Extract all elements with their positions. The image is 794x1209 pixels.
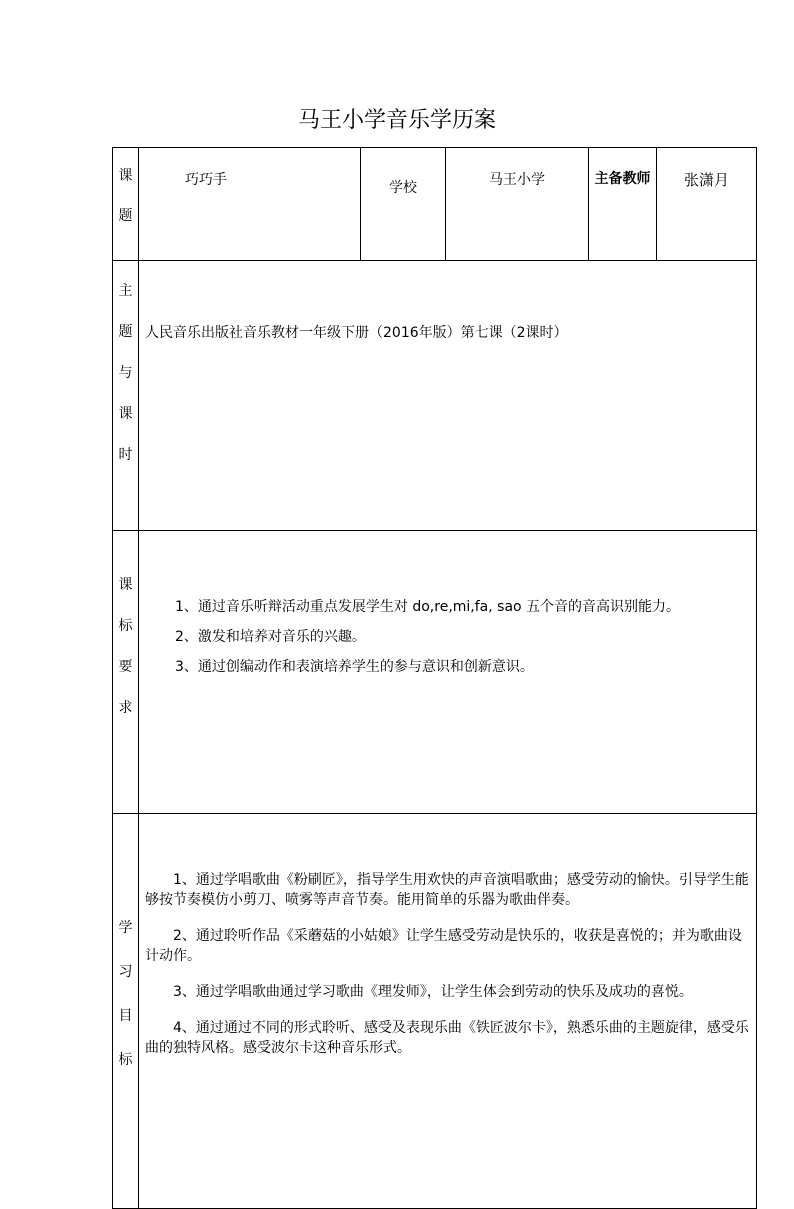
theme-label xyxy=(113,261,139,531)
standard-item: 2、激发和培养对音乐的兴趣。 xyxy=(175,629,366,645)
theme-row xyxy=(113,261,757,531)
goals-label-char: 目 xyxy=(118,1008,133,1024)
theme-content: 人民音乐出版社音乐教材一年级下册（2016年版）第七课（2课时） xyxy=(139,261,757,531)
theme-label-char: 题 xyxy=(118,324,133,340)
standard-label-char: 要 xyxy=(118,659,133,675)
goal-item: 2、通过聆听作品《采蘑菇的小姑娘》让学生感受劳动是快乐的，收获是喜悦的；并为歌曲设计动作。 xyxy=(145,928,742,964)
goal-item: 1、通过学唱歌曲《粉刷匠》，指导学生用欢快的声音演唱歌曲；感受劳动的愉快。引导学生能够按节奏模仿小剪刀、喷雾等声音节奏。能用简单的乐器为歌曲伴奏。 xyxy=(145,872,749,908)
theme-label-char: 时 xyxy=(118,447,133,463)
teacher-value: 张潇月 xyxy=(657,148,757,261)
goals-label-char: 习 xyxy=(118,964,133,980)
theme-label-char: 课 xyxy=(118,406,133,422)
topic-label-char: 课 xyxy=(118,168,133,184)
theme-label-char: 主 xyxy=(118,283,133,299)
standard-item: 1、通过音乐听辩活动重点发展学生对 do,re,mi,fa, sao 五个音的音高识别能力。 xyxy=(175,599,681,615)
topic-label xyxy=(113,148,139,261)
goal-item: 4、通过通过不同的形式聆听、感受及表现乐曲《铁匠波尔卡》，熟悉乐曲的主题旋律，感受乐曲的独特风格。感受波尔卡这种音乐形式。 xyxy=(145,1020,749,1056)
topic-value: 巧巧手 xyxy=(139,148,361,261)
school-label: 学校 xyxy=(361,148,446,261)
standard-label xyxy=(113,531,139,814)
teacher-label: 主备教师 xyxy=(589,148,657,261)
goals-content xyxy=(139,814,757,1209)
goals-label-char: 学 xyxy=(118,920,133,936)
theme-label-char: 与 xyxy=(118,365,133,381)
standard-item: 3、通过创编动作和表演培养学生的参与意识和创新意识。 xyxy=(175,659,534,675)
standard-content xyxy=(139,531,757,814)
standard-label-char: 求 xyxy=(118,700,133,716)
goal-item: 3、通过学唱歌曲通过学习歌曲《理发师》，让学生体会到劳动的快乐及成功的喜悦。 xyxy=(173,984,693,1000)
topic-label-char: 题 xyxy=(118,208,133,224)
page-title: 马王小学音乐学历案 xyxy=(297,108,496,133)
goals-label xyxy=(113,814,139,1209)
header-row xyxy=(113,148,757,261)
school-value: 马王小学 xyxy=(446,148,589,261)
goals-row xyxy=(113,814,757,1209)
standard-row xyxy=(113,531,757,814)
standard-label-char: 标 xyxy=(118,618,133,634)
lesson-plan-table xyxy=(112,147,757,1209)
standard-label-char: 课 xyxy=(118,577,133,593)
goals-label-char: 标 xyxy=(118,1052,133,1068)
